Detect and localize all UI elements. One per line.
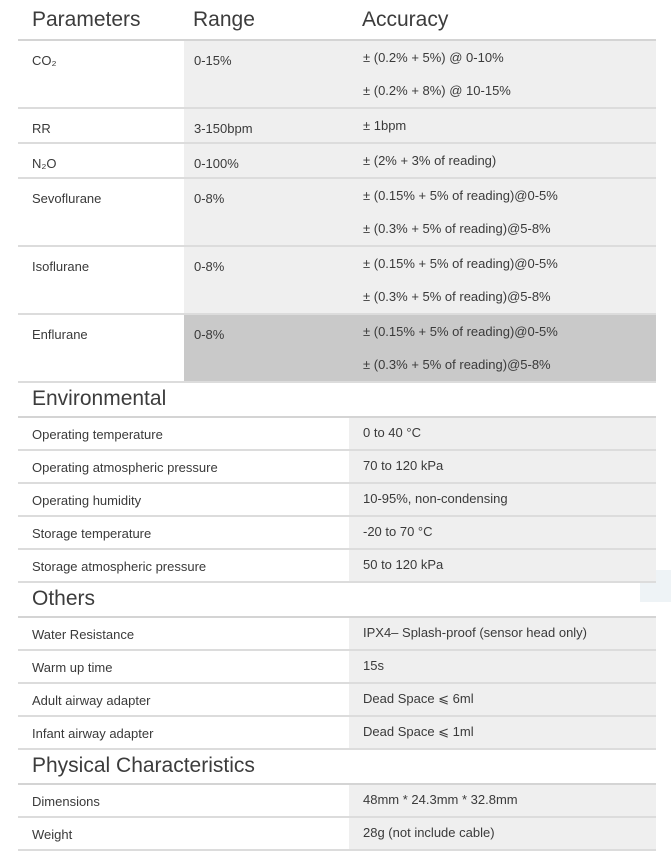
spec-row	[18, 451, 656, 484]
spec-value: 48mm * 24.3mm * 32.8mm	[349, 785, 656, 816]
spec-key: Operating atmospheric pressure	[18, 451, 349, 482]
spec-value: 50 to 120 kPa	[349, 550, 656, 581]
spec-key: Warm up time	[18, 651, 349, 682]
accuracy-line: ± (0.15% + 5% of reading)@0-5%	[363, 188, 558, 203]
spec-row	[18, 550, 656, 583]
param-name: Isoflurane	[18, 247, 184, 313]
spec-key: Infant airway adapter	[18, 717, 349, 748]
accuracy-line: ± (0.3% + 5% of reading)@5-8%	[363, 221, 551, 236]
accuracy-heading: Accuracy	[362, 8, 449, 31]
param-row-enflurane	[18, 315, 656, 383]
spec-value: IPX4– Splash-proof (sensor head only)	[349, 618, 656, 649]
accuracy-line: ± (2% + 3% of reading)	[363, 153, 497, 168]
parameters-header	[18, 0, 656, 41]
spec-key: Operating humidity	[18, 484, 349, 515]
spec-sheet	[18, 0, 656, 851]
spec-key: Water Resistance	[18, 618, 349, 649]
spec-value: 70 to 120 kPa	[349, 451, 656, 482]
param-name: RR	[18, 109, 184, 142]
section-heading: Physical Characteristics	[32, 754, 255, 777]
param-row-rr	[18, 109, 656, 144]
spec-row	[18, 484, 656, 517]
accuracy-line: ± (0.3% + 5% of reading)@5-8%	[363, 289, 551, 304]
param-accuracy	[349, 109, 656, 142]
param-accuracy	[349, 144, 656, 177]
range-heading: Range	[193, 8, 255, 31]
spec-key: Dimensions	[18, 785, 349, 816]
spec-row	[18, 618, 656, 651]
spec-key: Storage atmospheric pressure	[18, 550, 349, 581]
accuracy-line: ± (0.2% + 5%) @ 0-10%	[363, 50, 504, 65]
spec-value: 0 to 40 °C	[349, 418, 656, 449]
environmental-title	[18, 383, 656, 418]
param-name: Sevoflurane	[18, 179, 184, 245]
section-heading: Others	[32, 587, 96, 610]
spec-row	[18, 418, 656, 451]
spec-row	[18, 684, 656, 717]
param-range: 0-8%	[184, 247, 349, 313]
param-range: 3-150bpm	[184, 109, 349, 142]
param-row-sevoflurane	[18, 179, 656, 247]
spec-value: Dead Space ⩽ 6ml	[349, 684, 656, 715]
accuracy-line: ± (0.2% + 8%) @ 10-15%	[363, 83, 511, 98]
param-row-n2o	[18, 144, 656, 179]
spec-row	[18, 785, 656, 818]
spec-row	[18, 651, 656, 684]
spec-value: -20 to 70 °C	[349, 517, 656, 548]
spec-value: Dead Space ⩽ 1ml	[349, 717, 656, 748]
param-accuracy	[349, 315, 656, 381]
spec-key: Storage temperature	[18, 517, 349, 548]
param-name: N₂O	[18, 144, 184, 177]
param-accuracy	[349, 41, 656, 107]
param-accuracy	[349, 179, 656, 245]
spec-key: Weight	[18, 818, 349, 849]
accuracy-line: ± 1bpm	[363, 118, 407, 133]
spec-key: Adult airway adapter	[18, 684, 349, 715]
spec-value: 28g (not include cable)	[349, 818, 656, 849]
param-range: 0-15%	[184, 41, 349, 107]
others-title	[18, 583, 656, 618]
spec-value: 10-95%, non-condensing	[349, 484, 656, 515]
param-range: 0-100%	[184, 144, 349, 177]
param-name: CO₂	[18, 41, 184, 107]
section-heading: Environmental	[32, 387, 167, 410]
param-range: 0-8%	[184, 315, 349, 381]
param-row-co2	[18, 41, 656, 109]
accuracy-line: ± (0.15% + 5% of reading)@0-5%	[363, 256, 558, 271]
parameters-heading: Parameters	[32, 8, 141, 31]
spec-key: Operating temperature	[18, 418, 349, 449]
accuracy-line: ± (0.3% + 5% of reading)@5-8%	[363, 357, 551, 372]
param-range: 0-8%	[184, 179, 349, 245]
spec-row	[18, 517, 656, 550]
physical-title	[18, 750, 656, 785]
spec-value: 15s	[349, 651, 656, 682]
param-row-isoflurane	[18, 247, 656, 315]
param-name: Enflurane	[18, 315, 184, 381]
spec-row	[18, 818, 656, 851]
accuracy-line: ± (0.15% + 5% of reading)@0-5%	[363, 324, 558, 339]
param-accuracy	[349, 247, 656, 313]
spec-row	[18, 717, 656, 750]
